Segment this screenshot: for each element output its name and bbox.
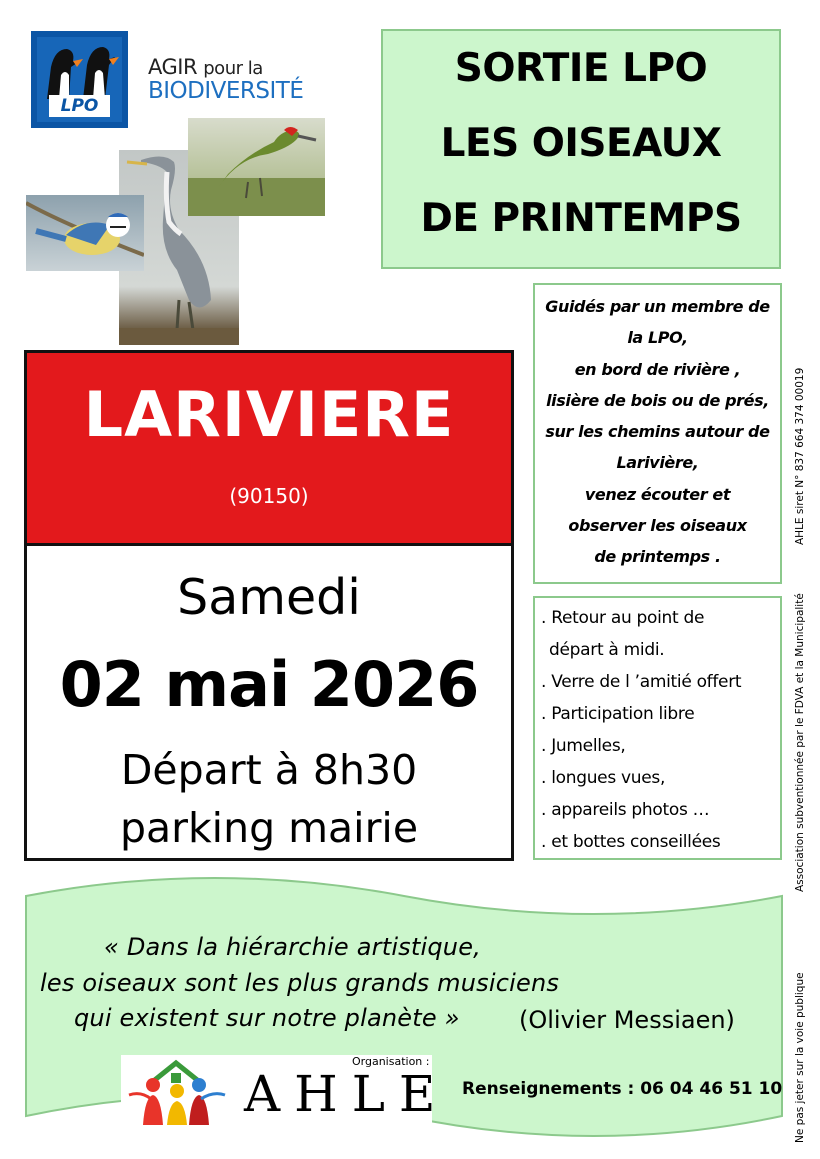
contact-info: Renseignements : 06 04 46 51 10 xyxy=(462,1079,783,1099)
biodiversity-tagline xyxy=(148,56,303,102)
info-line: . Verre de l ’amitié offert xyxy=(541,672,742,692)
guide-line: observer les oiseaux xyxy=(568,516,747,536)
info-line: . et bottes conseillées xyxy=(541,832,721,852)
guide-line: en bord de rivière , xyxy=(574,359,741,379)
disposal-notice: Ne pas jeter sur la voie publique xyxy=(794,972,806,1143)
guide-line: de printemps . xyxy=(594,547,721,567)
puffin-icon xyxy=(37,39,122,101)
departure-time: Départ à 8h30 xyxy=(120,746,418,794)
siret-text: AHLE siret N° 837 664 374 00019 xyxy=(794,367,806,545)
subsidy-text: Association subventionnée par le FDVA et la Municipalité xyxy=(794,593,806,892)
event-title-box xyxy=(381,29,781,269)
quote-author: (Olivier Messiaen) xyxy=(519,1006,735,1034)
guide-line: Larivière, xyxy=(616,453,699,473)
guide-line: venez écouter et xyxy=(584,484,731,504)
event-date: 02 mai 2026 xyxy=(59,648,479,721)
title-line-1: SORTIE LPO xyxy=(454,46,708,91)
meeting-point: parking mairie xyxy=(119,804,419,852)
practical-info-box xyxy=(533,596,782,860)
lpo-logo-text: LPO xyxy=(49,95,110,117)
place-box xyxy=(24,350,514,546)
woodpecker-photo xyxy=(188,118,325,216)
pour-la-word: pour la xyxy=(203,58,263,79)
lpo-logo xyxy=(31,31,128,128)
guide-line: Guidés par un membre de xyxy=(545,297,770,316)
guide-description-box xyxy=(533,283,782,584)
blue-tit-photo xyxy=(26,195,144,271)
agir-word: AGIR xyxy=(148,55,198,79)
info-line: . Participation libre xyxy=(541,704,695,724)
organisation-label: Organisation : xyxy=(352,1055,430,1068)
title-line-3: DE PRINTEMPS xyxy=(420,196,742,241)
info-line: . Jumelles, xyxy=(541,736,626,756)
info-line: . longues vues, xyxy=(541,768,666,788)
title-line-2: LES OISEAUX xyxy=(440,121,722,166)
info-line: . Retour au point de xyxy=(541,608,705,628)
guide-line: la LPO, xyxy=(627,328,688,348)
ahle-logo-text: AHLE xyxy=(244,1065,450,1123)
date-box xyxy=(24,543,514,861)
guide-line: lisière de bois ou de prés, xyxy=(546,390,769,410)
info-line: départ à midi. xyxy=(549,640,665,660)
quote-line-1: « Dans la hiérarchie artistique, xyxy=(104,933,482,961)
biodiversite-word: BIODIVERSITÉ xyxy=(148,78,304,104)
postal-code: (90150) xyxy=(229,484,309,508)
guide-line: sur les chemins autour de xyxy=(545,422,770,442)
info-line: . appareils photos … xyxy=(541,800,710,820)
place-name: LARIVIERE xyxy=(83,378,455,451)
quote-line-2: les oiseaux sont les plus grands musiciens xyxy=(40,969,560,997)
ahle-people-logo-icon xyxy=(121,1055,231,1127)
quote-line-3: qui existent sur notre planète » xyxy=(74,1004,460,1032)
event-day: Samedi xyxy=(177,569,361,626)
